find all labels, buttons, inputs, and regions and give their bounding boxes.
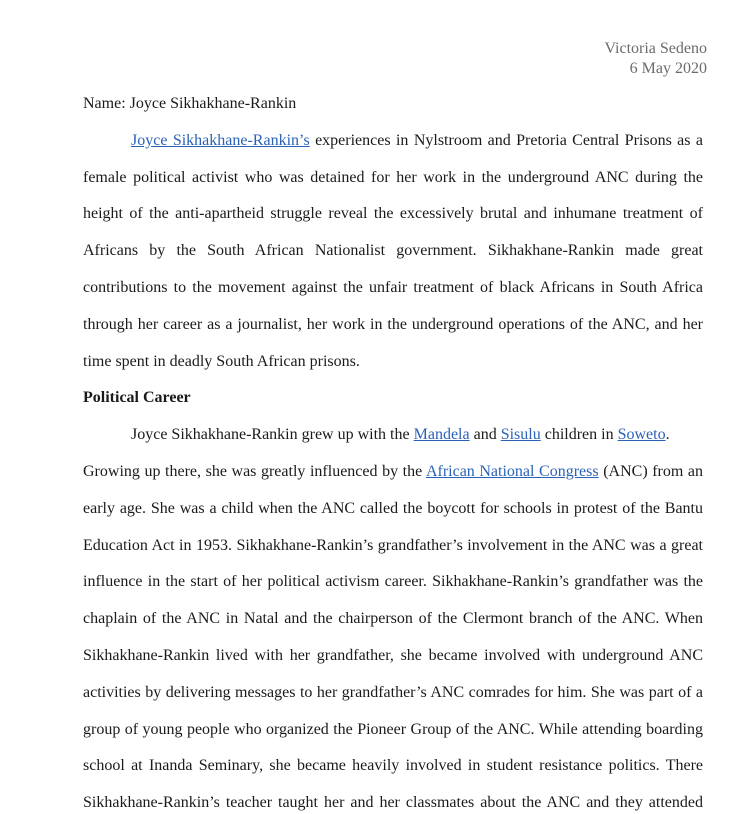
paragraph-2-line-2 — [83, 454, 703, 491]
document-header — [604, 39, 707, 79]
link-joyce-sikhakhane-rankin[interactable]: Joyce Sikhakhane-Rankin’s — [131, 131, 310, 149]
link-african-national-congress[interactable]: African National Congress — [425, 462, 599, 480]
paragraph-2-line-7: Sikhakhane-Rankin lived with her grandfather, she became involved with underground ANC — [83, 646, 703, 664]
paragraph-2-line-6: chaplain of the ANC in Natal and the chairperson of the Clermont branch of the ANC. When — [83, 610, 703, 628]
paragraph-2-line-4: Education Act in 1953. Sikhakhane-Rankin’s grandfather’s involvement in the ANC was a great — [83, 536, 703, 554]
paragraph-1-line-5: contributions to the movement against the unfair treatment of black Africans in South Africa — [83, 278, 703, 296]
paragraph-2-line-10: school at Inanda Seminary, she became heavily involved in student resistance politics. There — [83, 757, 703, 775]
paragraph-1-line-7: time spent in deadly South African prisons. — [83, 352, 360, 370]
section-heading: Political Career — [83, 389, 191, 407]
paragraph-text: Joyce Sikhakhane-Rankin grew up with the — [131, 426, 414, 444]
paragraph-1-line-4: Africans by the South African Nationalist government. Sikhakhane-Rankin made great — [83, 242, 703, 260]
paragraph-text: Growing up there, she was greatly influenced by the — [83, 462, 426, 480]
paragraph-2-line-8: activities by delivering messages to her grandfather’s ANC comrades for him. She was part of a — [83, 683, 703, 701]
link-soweto[interactable]: Soweto — [617, 426, 666, 444]
paragraph-1-line-6: through her career as a journalist, her work in the underground operations of the ANC, and her — [83, 315, 703, 333]
paragraph-2-line-5: influence in the start of her political activism career. Sikhakhane-Rankin’s grandfather was the — [83, 573, 703, 591]
paragraph-1-line-2: female political activist who was detained for her work in the underground ANC during the — [83, 168, 703, 186]
link-sisulu[interactable]: Sisulu — [500, 426, 541, 444]
paragraph-text: children in — [540, 426, 618, 444]
paragraph-2-line-9: group of young people who organized the Pioneer Group of the ANC. While attending boarding — [83, 720, 703, 738]
paragraph-1-line-3: height of the anti-apartheid struggle reveal the excessively brutal and inhumane treatment of — [83, 205, 703, 223]
paragraph-text: . — [665, 426, 670, 444]
paragraph-text: experiences in Nylstroom and Pretoria Central Prisons as a — [309, 131, 703, 149]
paragraph-2-line-11: Sikhakhane-Rankin’s teacher taught her and her classmates about the ANC and they attended — [83, 794, 703, 812]
paragraph-text: and — [469, 426, 501, 444]
paragraph-2-line-1 — [83, 417, 703, 454]
document-body — [83, 86, 703, 814]
paragraph-2-line-3: early age. She was a child when the ANC called the boycott for schools in protest of the Bantu — [83, 499, 703, 517]
author-name: Victoria Sedeno — [604, 40, 707, 57]
document-date: 6 May 2020 — [629, 60, 707, 77]
paragraph-1-line-1 — [83, 123, 703, 160]
name-line: Name: Joyce Sikhakhane-Rankin — [83, 95, 297, 112]
paragraph-text: (ANC) from an — [598, 462, 704, 480]
link-mandela[interactable]: Mandela — [413, 426, 470, 444]
